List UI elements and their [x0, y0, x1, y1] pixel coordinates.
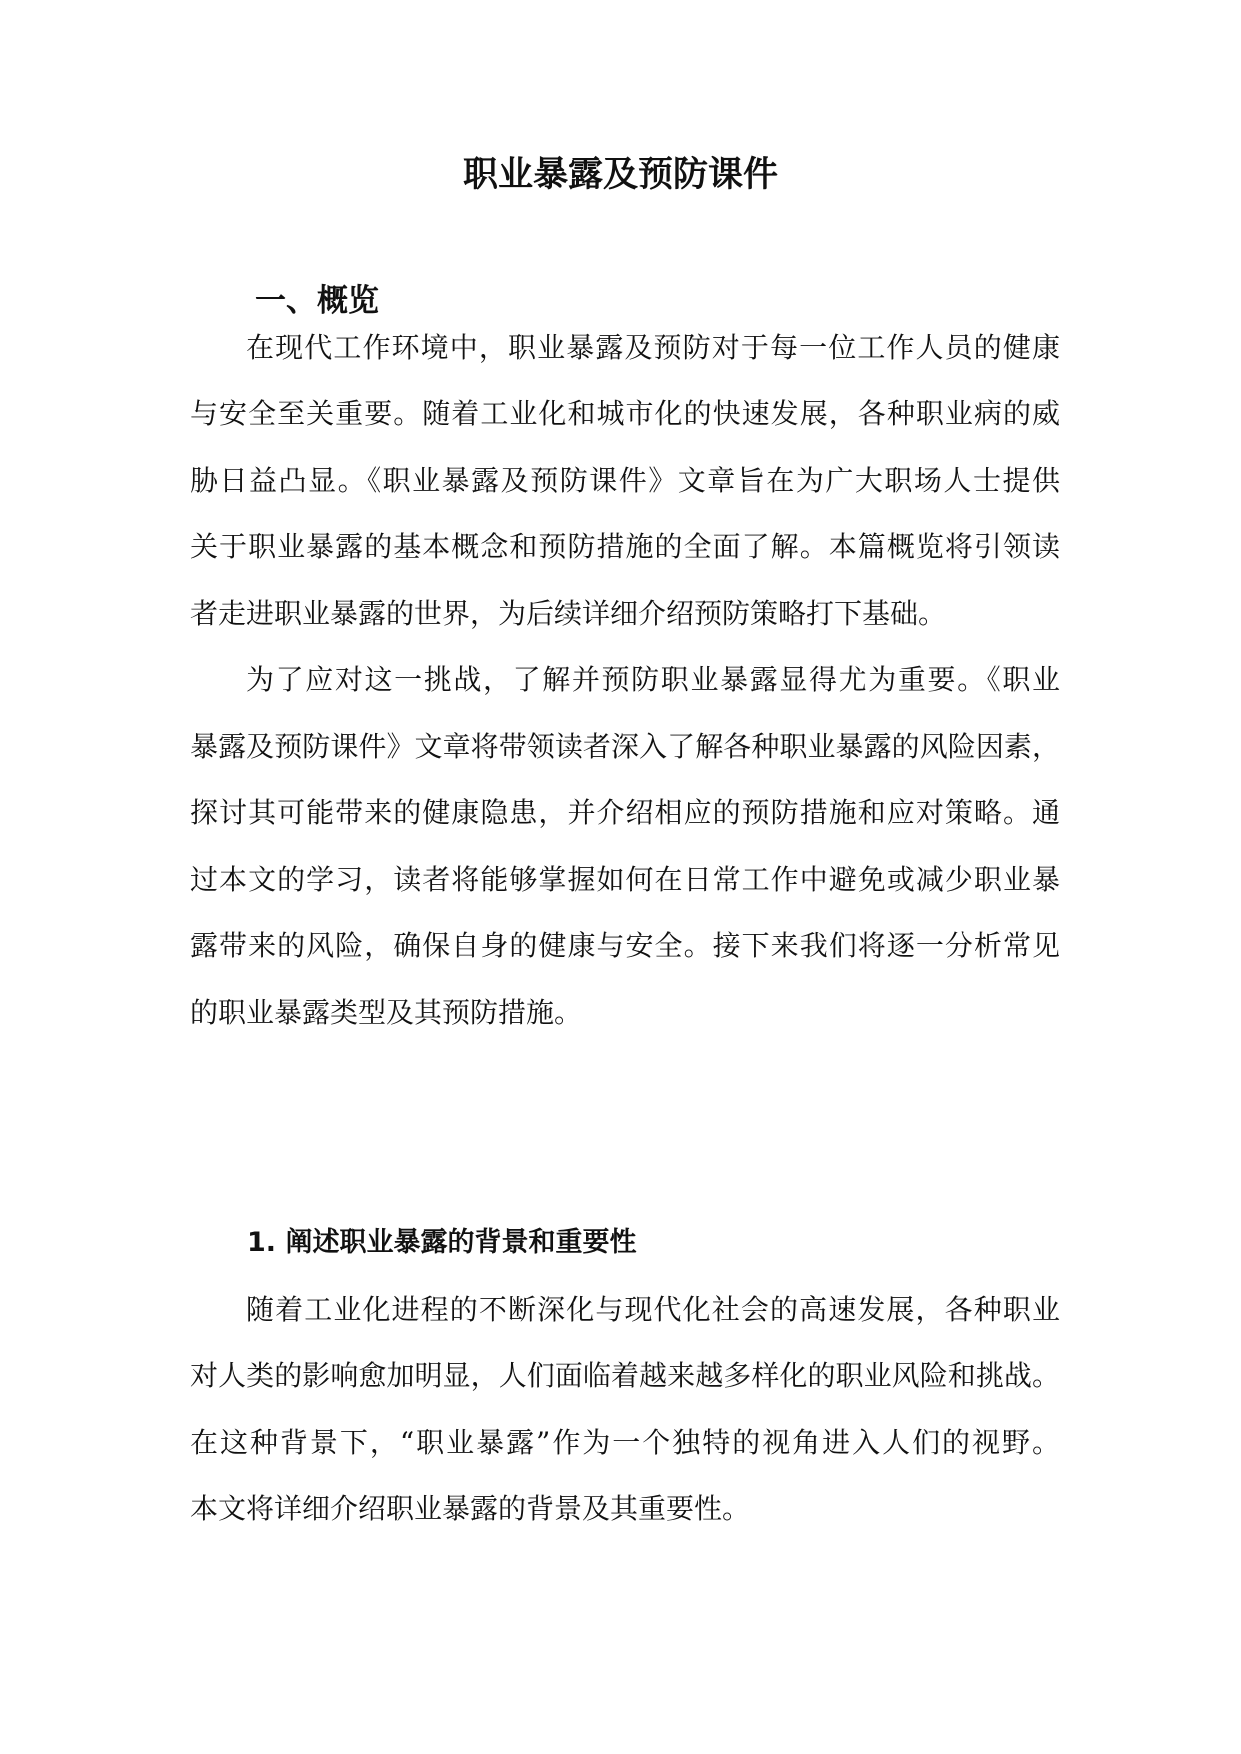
paragraph-line: 为了应对这一挑战，了解并预防职业暴露显得尤为重要。《职业 — [246, 663, 1060, 696]
paragraph-line: 关于职业暴露的基本概念和预防措施的全面了解。本篇概览将引领读 — [190, 530, 1060, 563]
document-title: 职业暴露及预防课件 — [462, 155, 778, 195]
paragraph-line: 胁日益凸显。《职业暴露及预防课件》文章旨在为广大职场人士提供 — [190, 464, 1060, 497]
paragraph-line: 在现代工作环境中，职业暴露及预防对于每一位工作人员的健康 — [246, 331, 1060, 364]
paragraph-line: 随着工业化进程的不断深化与现代化社会的高速发展，各种职业 — [246, 1293, 1060, 1326]
section-heading-overview: 一、概览 — [255, 283, 379, 319]
paragraph-line: 探讨其可能带来的健康隐患，并介绍相应的预防措施和应对策略。通 — [190, 796, 1060, 829]
paragraph-line: 本文将详细介绍职业暴露的背景及其重要性。 — [190, 1492, 751, 1525]
paragraph-line: 与安全至关重要。随着工业化和城市化的快速发展，各种职业病的威 — [190, 397, 1060, 430]
paragraph-line: 的职业暴露类型及其预防措施。 — [190, 996, 583, 1029]
paragraph-line: 在这种背景下，“职业暴露”作为一个独特的视角进入人们的视野。 — [190, 1426, 1060, 1459]
paragraph-line: 过本文的学习，读者将能够掌握如何在日常工作中避免或减少职业暴 — [190, 863, 1060, 896]
paragraph-line: 对人类的影响愈加明显，人们面临着越来越多样化的职业风险和挑战。 — [190, 1359, 1060, 1392]
paragraph-line: 暴露及预防课件》文章将带领读者深入了解各种职业暴露的风险因素， — [190, 730, 1060, 763]
subsection-heading-background: 1. 阐述职业暴露的背景和重要性 — [247, 1227, 637, 1258]
paragraph-line: 露带来的风险，确保自身的健康与安全。接下来我们将逐一分析常见 — [190, 929, 1060, 962]
paragraph-line: 者走进职业暴露的世界，为后续详细介绍预防策略打下基础。 — [190, 597, 947, 630]
